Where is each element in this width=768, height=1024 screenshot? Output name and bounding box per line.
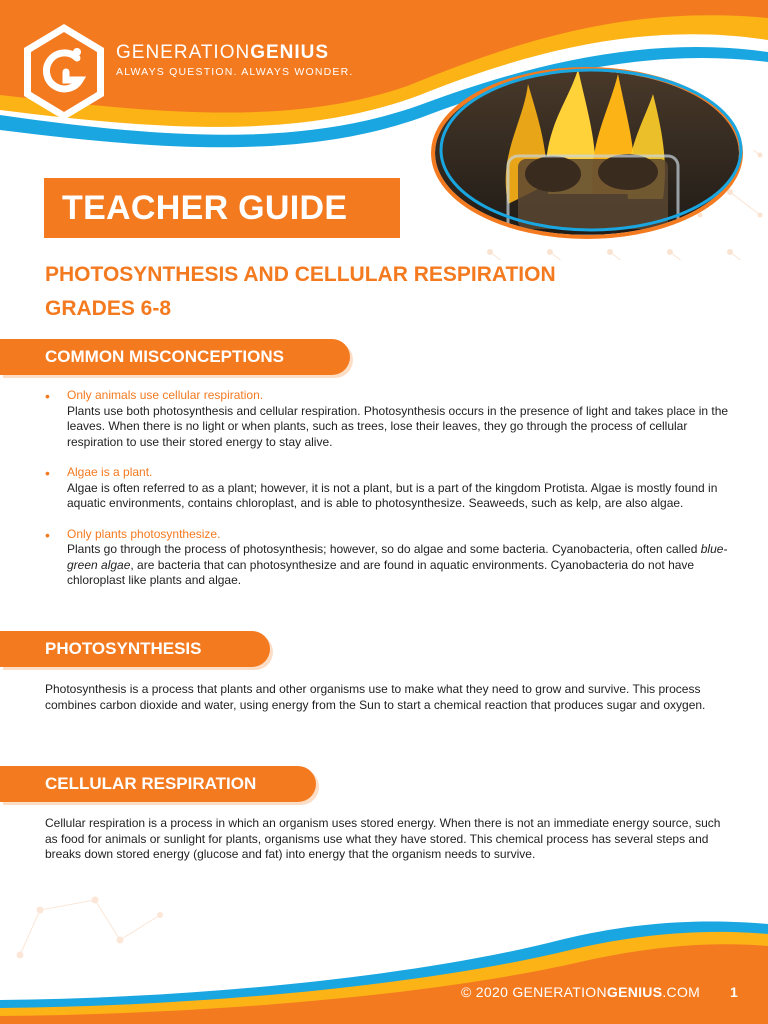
generation-genius-logo-icon [20,22,108,122]
photosynthesis-body: Photosynthesis is a process that plants and other organisms use to make what they need to grow and survive. This process combines carbon dioxide and water, using energy from the Sun to start a chemical reaction that produces sugar and oxygen. [45,682,706,712]
misconception-detail: Algae is often referred to as a plant; however, it is not a plant, but is a part of the kingdom Protista. Algae is mostly found in aquatic environments, contains chloroplast, and is able to photosynthesize. Seaweeds, such as kelp, are also algae. [67,480,718,510]
document-title [45,258,556,326]
footer-copyright [461,984,700,1000]
list-item [45,465,735,512]
brand-name-bold: GENIUS [250,42,330,63]
bullet-icon: • [45,388,50,404]
bullet-icon: • [45,526,50,543]
title-topic: PHOTOSYNTHESIS AND CELLULAR RESPIRATION [45,263,556,286]
detail-text-after: , are bacteria that can photosynthesize and are found in aquatic environments. Cyanobacteria do not have chloroplast like plants and algae. [67,557,695,587]
burning-sample-photo [428,64,746,242]
brand-tagline: ALWAYS QUESTION. ALWAYS WONDER. [116,66,354,78]
copyright-prefix: © 2020 GENERATION [461,984,607,1000]
brand-name [116,42,354,64]
misconception-detail [67,542,735,589]
list-item [45,388,735,450]
misconceptions-heading: COMMON MISCONCEPTIONS [0,339,350,375]
misconception-claim: Only plants photosynthesize. [67,526,221,541]
brand-block [116,42,354,78]
misconceptions-list [45,388,735,589]
misconception-claim: Algae is a plant. [67,465,153,479]
copyright-suffix: .COM [662,984,701,1000]
brand-name-regular: GENERATION [116,42,251,63]
misconception-detail: Plants use both photosynthesis and cellular respiration. Photosynthesis occurs in the presence of light and takes place in the leaves. When there is no light or when plants, such as trees, lose their leaves, they go through the process of cellular respiration to use their stored energy to stay alive. [67,403,729,449]
detail-text-italic: blue-green algae [67,542,728,572]
misconception-claim: Only animals use cellular respiration. [67,388,264,402]
respiration-heading: CELLULAR RESPIRATION [0,766,316,802]
list-item [45,527,735,589]
respiration-body: Cellular respiration is a process in which an organism uses stored energy. When there is not an immediate energy source, such as food for animals or sunlight for plants, organisms use what they have stored. This chemical process has several steps and breaks down stored energy (glucose and fat) into energy that the organism needs to survive. [45,816,721,861]
copyright-bold: GENIUS [606,984,663,1000]
photosynthesis-heading: PHOTOSYNTHESIS [0,631,270,667]
bullet-icon: • [45,465,50,481]
title-grades: GRADES 6-8 [45,297,172,320]
detail-text-before: Plants go through the process of photosynthesis; however, so do algae and some bacteria. Cyanobacteria, often called [67,542,701,556]
page-number: 1 [730,984,738,1000]
teacher-guide-banner: TEACHER GUIDE [44,178,400,238]
footer-wave-art [0,880,768,1024]
